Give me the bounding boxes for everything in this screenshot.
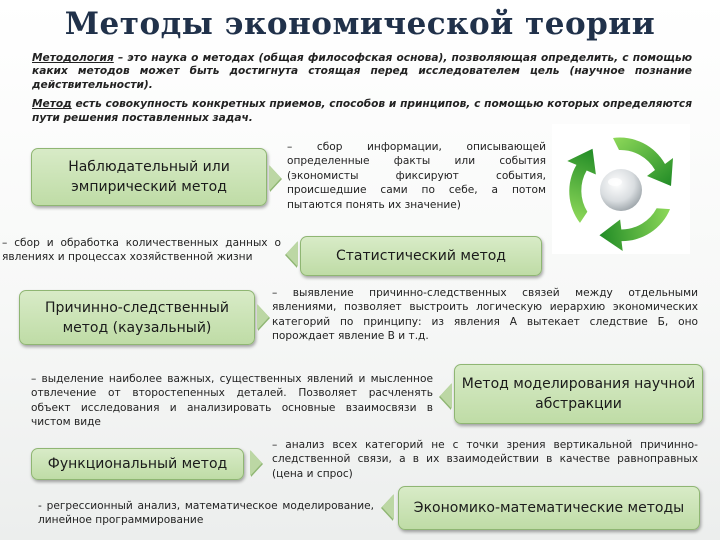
methodology-term: Методология	[32, 52, 114, 64]
method-statistical-description: – сбор и обработка количественных данных о явлениях и процессах хозяйственной жизни	[2, 237, 281, 264]
arrow-left-icon	[382, 494, 394, 520]
method-abstraction-description: – выделение наиболее важных, существенных явлений и мысленное отвлечение от второстепенных деталей. Позволяет расчленять объект исследования и анализировать основные взаимосвязи в чистом виде	[31, 373, 433, 429]
arrow-right-icon	[250, 450, 262, 476]
method-term: Метод	[32, 98, 72, 111]
definitions	[32, 52, 692, 131]
methodology-definition	[32, 52, 692, 92]
page-title: Методы экономической теории	[64, 6, 656, 42]
method-functional-button[interactable]: Функциональный метод	[31, 448, 244, 480]
method-causal-description: – выявление причинно-следственных связей между отдельными явлениями, позволяет выстроить логическую иерархию экономических категорий по принципу: из явления А вытекает следствие Б, оно порождает явление В и т.д.	[272, 287, 698, 343]
method-observational-description: – сбор информации, описывающей определенные факты или события (экономисты фиксируют события, происшедшие сами по себе, а потом пытаются понять их значение)	[287, 141, 546, 211]
method-functional-description: – анализ всех категорий не с точки зрения вертикальной причинно-следственной связи, а в их взаимодействии в качестве равноправных (цена и спрос)	[272, 439, 698, 480]
method-causal-button[interactable]: Причинно-следственный метод (каузальный)	[19, 290, 255, 345]
method-definition	[32, 98, 692, 125]
methodology-text: – это наука о методах (общая философская основа), позволяющая определить, с помощью каких методов может быть достигнута стоящая перед исследователем цель (научное познание действительности).	[32, 52, 692, 91]
arrow-left-icon	[440, 383, 452, 409]
recycle-icon	[552, 124, 690, 254]
method-abstraction-button[interactable]: Метод моделирования научной абстракции	[454, 364, 703, 424]
method-observational-button[interactable]: Наблюдательный или эмпирический метод	[31, 148, 267, 206]
method-econmath-button[interactable]: Экономико-математические методы	[398, 486, 700, 530]
arrow-right-icon	[257, 304, 269, 330]
method-statistical-button[interactable]: Статистический метод	[300, 236, 542, 276]
method-econmath-description: - регрессионный анализ, математическое моделирование, линейное программирование	[38, 500, 374, 527]
arrow-left-icon	[286, 241, 298, 267]
arrow-right-icon	[269, 165, 281, 191]
method-text: есть совокупность конкретных приемов, способов и принципов, с помощью которых определяются пути решения поставленных задач.	[32, 98, 692, 124]
